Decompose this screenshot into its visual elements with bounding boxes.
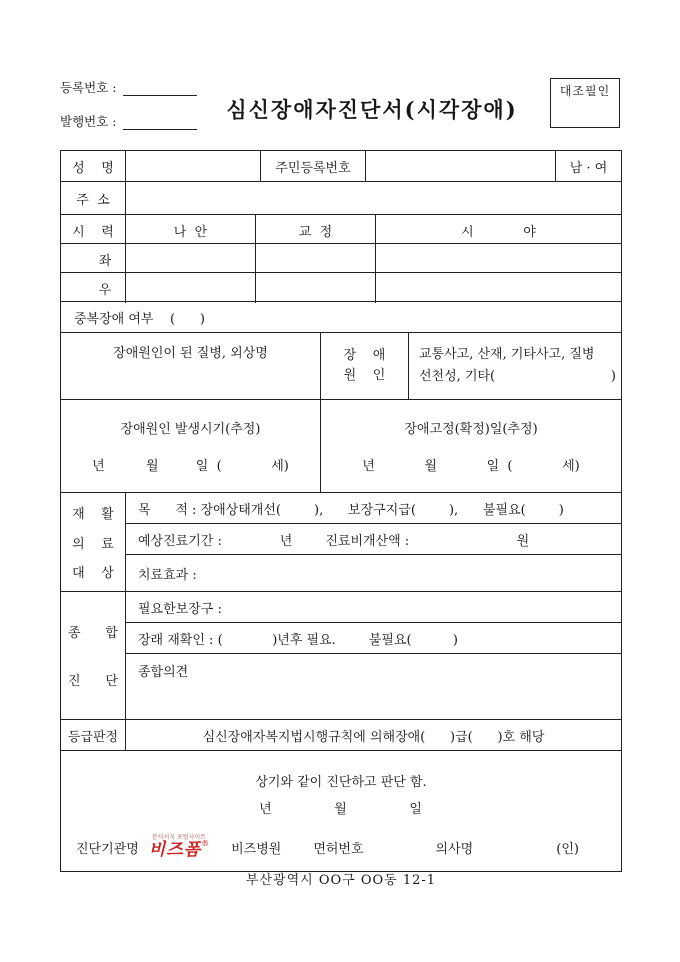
opinion-row: 종합의견	[138, 665, 189, 680]
recheck-row: 장래 재확인 : ( )년후 필요. 불필요( )	[126, 623, 621, 654]
left-field-cell	[376, 244, 621, 274]
row-grade	[61, 720, 621, 751]
row-left-eye	[61, 244, 621, 273]
bizforms-logo-row	[148, 839, 210, 860]
fixed-date-line: 년 월 일 ( 세)	[362, 459, 580, 474]
row-timing	[61, 400, 621, 493]
rrn-value-cell	[366, 151, 556, 181]
visual-field-label: 시 야	[461, 224, 536, 240]
doctor-name-label: 의사명	[435, 841, 474, 857]
rehab-section-label	[61, 493, 126, 591]
multi-disability-label: 중복장애 여부 ( )	[74, 311, 205, 327]
corrected-label: 교 정	[256, 215, 376, 245]
right-naked-cell	[126, 273, 256, 303]
footer-org-line	[61, 835, 621, 859]
issue-number-label: 발행번호 :	[60, 114, 117, 129]
footer-cell	[61, 751, 621, 888]
rehab-label-line3: 대 상	[72, 565, 114, 581]
bizforms-logo	[149, 835, 209, 859]
hospital-name: 비즈병원	[231, 841, 282, 857]
left-corrected-cell	[256, 244, 376, 274]
grade-text: 심신장애자복지법시행규칙에 의해장애( )급( )호 해당	[202, 729, 545, 745]
left-eye-label: 좌	[61, 244, 126, 274]
form-title: 심신장애자진단서(시각장애)	[226, 97, 518, 122]
footer-date-line: 년 월 일	[259, 802, 423, 817]
name-value-cell	[126, 151, 261, 181]
row-vision-header	[61, 215, 621, 244]
right-field-cell	[376, 273, 621, 303]
name-label: 성 명	[61, 151, 126, 181]
org-label: 진단기관명	[76, 841, 139, 857]
address-value-cell	[126, 182, 621, 214]
rehab-purpose-row: 목 적 : 장애상태개선( ), 보장구지급( ), 불필요( )	[126, 493, 621, 524]
cause-label-line1: 장 애	[343, 347, 386, 363]
address-label: 주 소	[61, 182, 126, 214]
onset-label: 장애원인 발생시기(추정)	[120, 422, 261, 437]
row-name	[61, 151, 621, 182]
right-eye-label: 우	[61, 273, 126, 303]
form-table	[60, 150, 622, 888]
rrn-label: 주민등록번호	[261, 151, 366, 181]
form-header	[60, 78, 620, 140]
rehab-effect-row: 치료효과 :	[138, 567, 197, 583]
onset-date-line: 년 월 일 ( 세)	[92, 459, 289, 474]
registered-trademark-icon: ®	[201, 839, 210, 848]
cause-label-line2: 원 인	[343, 368, 386, 383]
naked-eye-label: 나 안	[126, 215, 256, 245]
bizforms-logo-text: 비즈폼	[148, 840, 202, 860]
verification-seal-box: 대조필인	[550, 78, 620, 128]
cause-options-line2: 선천성, 기타( )	[419, 369, 616, 384]
footer-address: 부산광역시 OO구 OO동 12-1	[245, 873, 437, 888]
cause-label-cell	[321, 333, 409, 399]
diagnosis-section-body	[126, 592, 621, 719]
fixed-date-cell	[321, 400, 621, 492]
grade-label: 등급판정	[61, 720, 126, 750]
row-cause	[61, 333, 621, 400]
cause-disease-label: 장애원인이 된 질병, 외상명	[61, 333, 321, 399]
row-footer	[61, 751, 621, 888]
section-diagnosis	[61, 592, 621, 720]
fixed-date-label: 장애고정(확정)일(추정)	[404, 422, 538, 437]
diagnosis-label-line2: 진 단	[68, 674, 118, 690]
rehab-section-body	[126, 493, 621, 591]
rehab-period-row: 예상진료기간 : 년 진료비개산액 : 원	[126, 524, 621, 555]
left-naked-cell	[126, 244, 256, 274]
row-multi-disability	[61, 302, 621, 333]
diagnosis-section-label	[61, 592, 126, 719]
cause-options-line1: 교통사고, 산재, 기타사고, 질병	[419, 346, 595, 362]
row-address	[61, 182, 621, 215]
registration-number-label: 등록번호 :	[60, 80, 117, 95]
rehab-label-line2: 의 료	[72, 536, 114, 552]
onset-cell	[61, 400, 321, 492]
equipment-row: 필요한보장구 :	[126, 592, 621, 623]
right-corrected-cell	[256, 273, 376, 303]
rehab-label-line1: 재 활	[72, 507, 114, 523]
cause-options-cell	[409, 333, 621, 399]
vision-label: 시 력	[61, 215, 126, 245]
footer-statement: 상기와 같이 진단하고 판단 함.	[255, 775, 427, 790]
row-right-eye	[61, 273, 621, 302]
bizforms-logo-tagline: 문서서식 포털사이트	[151, 834, 206, 841]
license-number-label: 면허번호	[313, 841, 364, 857]
section-rehab	[61, 493, 621, 592]
seal-placeholder: (인)	[556, 841, 579, 857]
diagnosis-label-line1: 종 합	[68, 625, 118, 641]
gender-label: 남 · 여	[569, 160, 608, 176]
